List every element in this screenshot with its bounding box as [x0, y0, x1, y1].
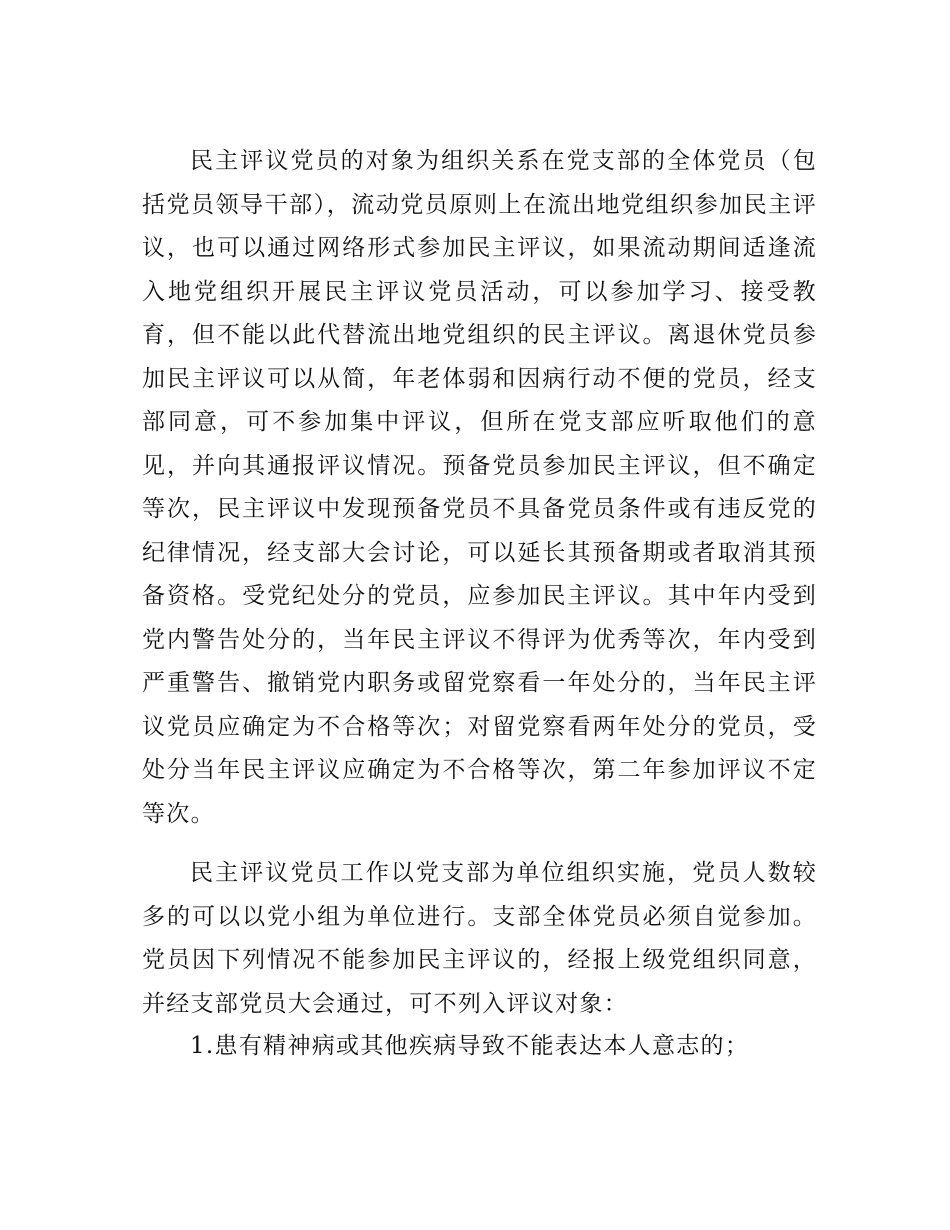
paragraph-evaluation-organization: 民主评议党员工作以党支部为单位组织实施，党员人数较多的可以以党小组为单位进行。支部全体党员必须自觉参加。党员因下列情况不能参加民主评议的，经报上级党组织同意，并经支部党员大会通过，可不列入评议对象：	[142, 860, 817, 1017]
list-item-exemption-1: 1.患有精神病或其他疾病导致不能表达本人意志的；	[190, 1033, 750, 1059]
paragraph-evaluation-targets: 民主评议党员的对象为组织关系在党支部的全体党员（包括党员领导干部），流动党员原则上在流出地党组织参加民主评议，也可以通过网络形式参加民主评议，如果流动期间适逢流入地党组织开展民主评议党员活动，可以参加学习、接受教育，但不能以此代替流出地党组织的民主评议。离退休党员参加民主评议可以从简，年老体弱和因病行动不便的党员，经支部同意，可不参加集中评议，但所在党支部应听取他们的意见，并向其通报评议情况。预备党员参加民主评议，但不确定等次，民主评议中发现预备党员不具备党员条件或有违反党的纪律情况，经支部大会讨论，可以延长其预备期或者取消其预备资格。受党纪处分的党员，应参加民主评议。其中年内受到党内警告处分的，当年民主评议不得评为优秀等次，年内受到严重警告、撤销党内职务或留党察看一年处分的，当年民主评议党员应确定为不合格等次；对留党察看两年处分的党员，受处分当年民主评议应确定为不合格等次，第二年参加评议不定等次。	[142, 148, 817, 827]
